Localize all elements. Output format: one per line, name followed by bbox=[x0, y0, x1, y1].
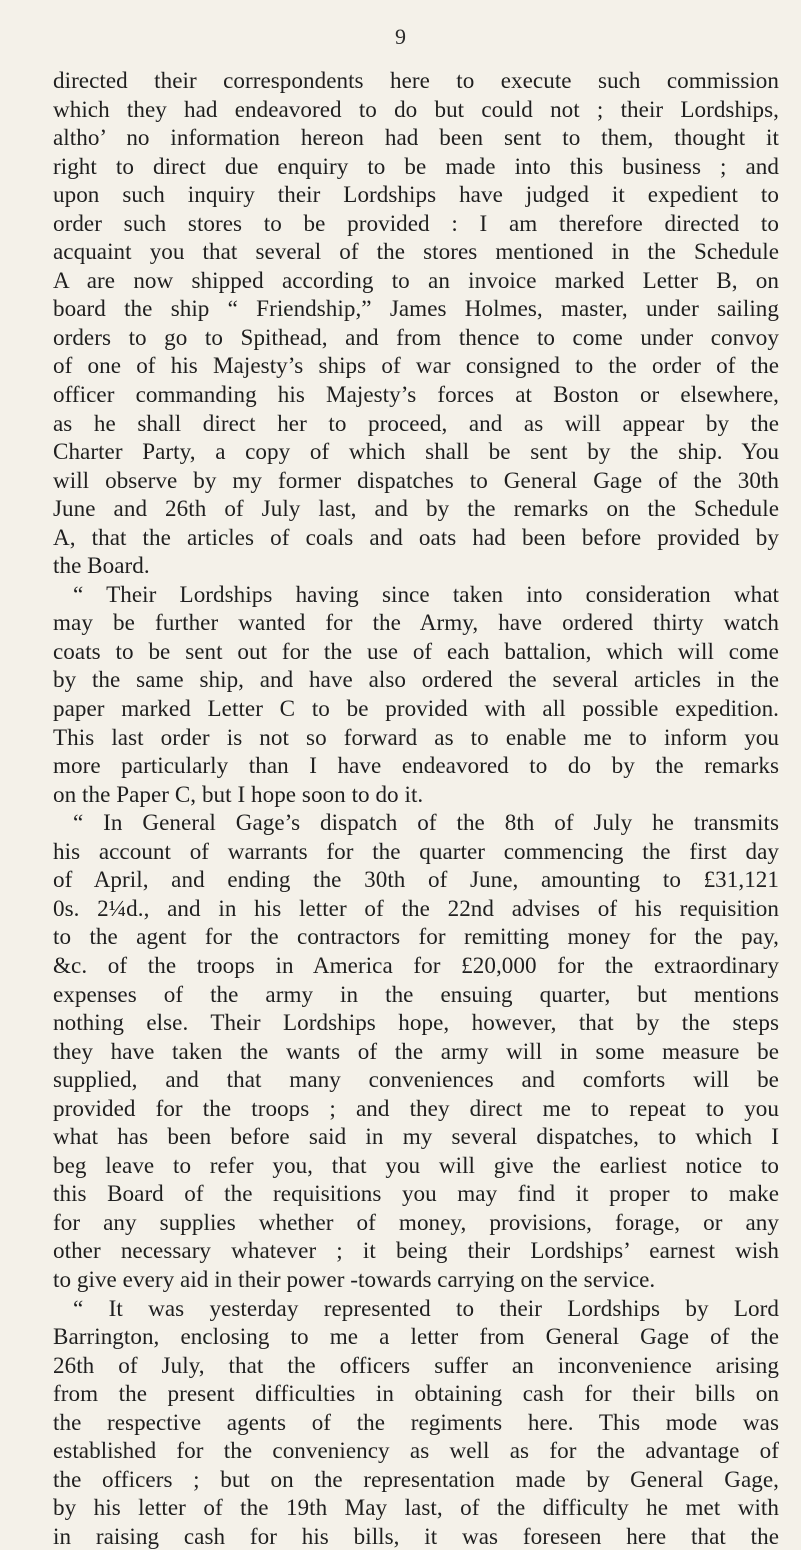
text-line: supplied, and that many conveniences and comforts will be bbox=[53, 1066, 779, 1093]
text-line: as he shall direct her to proceed, and as will appear by the bbox=[53, 409, 779, 436]
text-line: right to direct due enquiry to be made into this business ; and bbox=[53, 152, 779, 179]
text-line: expenses of the army in the ensuing quarter, but mentions bbox=[53, 980, 779, 1007]
text-line: may be further wanted for the Army, have ordered thirty watch bbox=[53, 609, 779, 636]
text-line: officer commanding his Majesty’s forces at Boston or elsewhere, bbox=[53, 381, 779, 408]
text-line: more particularly than I have endeavored to do by the remarks bbox=[53, 752, 779, 779]
text-line: “ It was yesterday represented to their Lordships by Lord bbox=[73, 1294, 779, 1321]
text-line: paper marked Letter C to be provided with all possible expedition. bbox=[53, 695, 779, 722]
text-line: by his letter of the 19th May last, of the difficulty he met with bbox=[53, 1494, 779, 1521]
text-line: coats to be sent out for the use of each battalion, which will come bbox=[53, 637, 779, 664]
text-line: This last order is not so forward as to enable me to inform you bbox=[53, 723, 779, 750]
text-line: board the ship “ Friendship,” James Holmes, master, under sailing bbox=[53, 295, 779, 322]
text-line: beg leave to refer you, that you will give the earliest notice to bbox=[53, 1151, 779, 1178]
text-line: to give every aid in their power -towards carrying on the service. bbox=[53, 1265, 656, 1292]
text-line: which they had endeavored to do but could not ; their Lordships, bbox=[53, 95, 779, 122]
text-line: they have taken the wants of the army will in some measure be bbox=[53, 1037, 779, 1064]
text-line: from the present difficulties in obtaining cash for their bills on bbox=[53, 1380, 779, 1407]
text-line: to the agent for the contractors for remitting money for the pay, bbox=[53, 923, 779, 950]
text-line: A are now shipped according to an invoice marked Letter B, on bbox=[53, 266, 779, 293]
text-line: acquaint you that several of the stores mentioned in the Schedule bbox=[53, 238, 779, 265]
text-line: this Board of the requisitions you may find it proper to make bbox=[53, 1180, 779, 1207]
text-line: 26th of July, that the officers suffer an inconvenience arising bbox=[53, 1351, 779, 1378]
text-line: nothing else. Their Lordships hope, however, that by the steps bbox=[53, 1009, 779, 1036]
text-line: upon such inquiry their Lordships have judged it expedient to bbox=[53, 181, 779, 208]
text-line: by the same ship, and have also ordered the several articles in the bbox=[53, 666, 779, 693]
text-line: Charter Party, a copy of which shall be sent by the ship. You bbox=[53, 438, 779, 465]
text-line: directed their correspondents here to execute such commission bbox=[53, 67, 779, 93]
text-line: other necessary whatever ; it being their Lordships’ earnest wish bbox=[53, 1237, 779, 1264]
text-line: on the Paper C, but I hope soon to do it. bbox=[53, 780, 424, 807]
text-line: “ In General Gage’s dispatch of the 8th of July he transmits bbox=[73, 809, 779, 836]
text-line: the Board. bbox=[53, 552, 150, 579]
text-line: provided for the troops ; and they direct me to repeat to you bbox=[53, 1094, 779, 1121]
text-line: will observe by my former dispatches to General Gage of the 30th bbox=[53, 466, 779, 493]
text-line: order such stores to be provided : I am therefore directed to bbox=[53, 209, 779, 236]
text-line: for any supplies whether of money, provisions, forage, or any bbox=[53, 1208, 779, 1235]
page-number: 9 bbox=[395, 24, 406, 49]
text-line: Barrington, enclosing to me a letter from General Gage of the bbox=[53, 1323, 779, 1350]
text-line: altho’ no information hereon had been sent to them, thought it bbox=[53, 124, 779, 151]
text-line: in raising cash for his bills, it was foreseen here that the bbox=[53, 1522, 779, 1549]
text-line: established for the conveniency as well as for the advantage of bbox=[53, 1437, 779, 1464]
text-line: what has been before said in my several dispatches, to which I bbox=[53, 1123, 779, 1150]
text-line: 0s. 2¼d., and in his letter of the 22nd advises of his requisition bbox=[53, 894, 779, 921]
text-line: “ Their Lordships having since taken into consideration what bbox=[73, 580, 779, 607]
text-line: June and 26th of July last, and by the remarks on the Schedule bbox=[53, 495, 779, 522]
text-line: A, that the articles of coals and oats had been before provided by bbox=[53, 523, 779, 550]
text-line: the officers ; but on the representation made by General Gage, bbox=[53, 1465, 779, 1492]
text-line: of one of his Majesty’s ships of war consigned to the order of the bbox=[53, 352, 779, 379]
text-line: &c. of the troops in America for £20,000 for the extraordinary bbox=[53, 951, 779, 978]
text-line: of April, and ending the 30th of June, amounting to £31,121 bbox=[53, 866, 779, 893]
text-line: his account of warrants for the quarter commencing the first day bbox=[53, 837, 779, 864]
body-text bbox=[53, 66, 779, 1550]
text-line: the respective agents of the regiments here. This mode was bbox=[53, 1408, 779, 1435]
text-line: orders to go to Spithead, and from thence to come under convoy bbox=[53, 323, 779, 350]
